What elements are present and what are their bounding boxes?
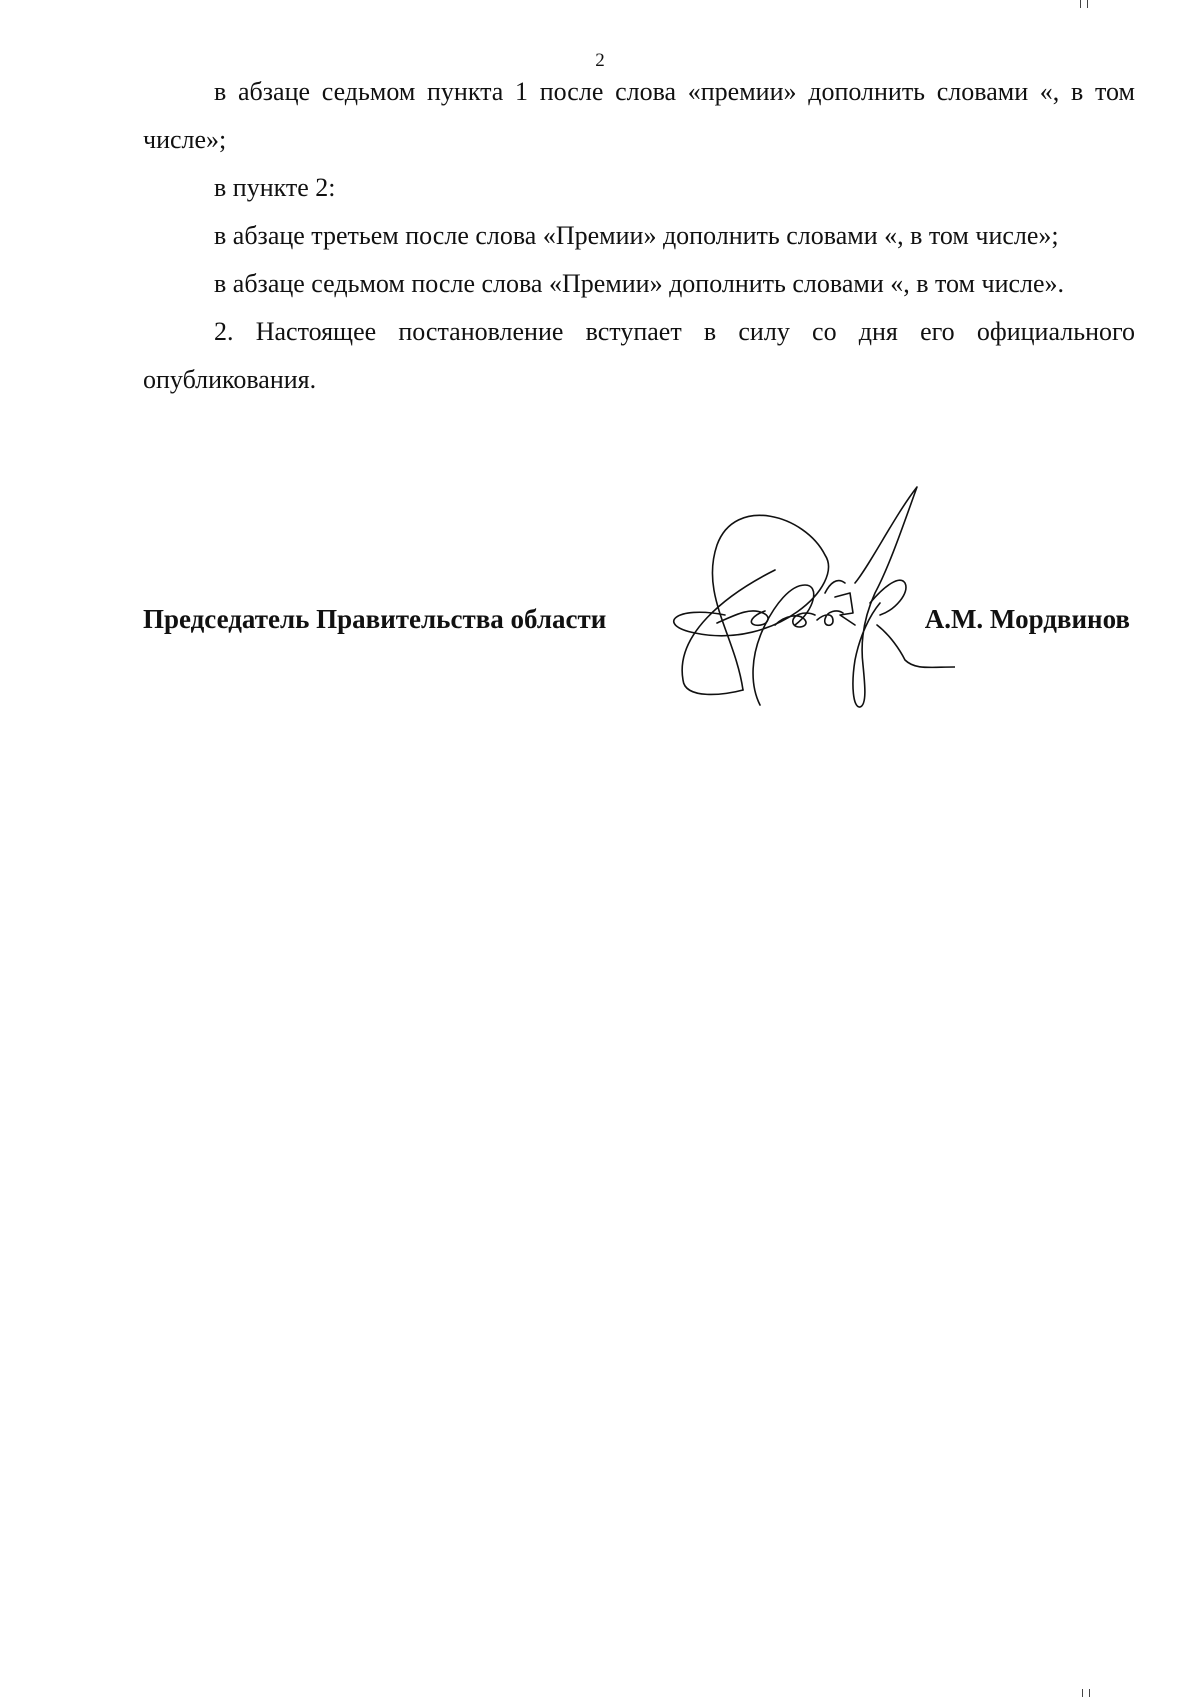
paragraph-1: в абзаце седьмом пункта 1 после слова «премии» дополнить словами «, в том числе»; [143, 77, 1135, 154]
signer-name: А.М. Мордвинов [924, 604, 1130, 634]
signer-position: Председатель Правительства области [143, 604, 607, 634]
signature-block [143, 595, 1135, 643]
handwritten-signature [655, 475, 955, 730]
document-body [143, 68, 1135, 404]
paragraph-2: в пункте 2: [214, 173, 336, 202]
scan-corner-mark [1082, 1689, 1090, 1697]
paragraph-5: 2. Настоящее постановление вступает в силу со дня его официального опубликования. [143, 317, 1135, 394]
paragraph-4: в абзаце седьмом после слова «Премии» дополнить словами «, в том числе». [214, 269, 1065, 298]
paragraph-3: в абзаце третьем после слова «Премии» дополнить словами «, в том числе»; [214, 221, 1059, 250]
scan-corner-mark [1080, 0, 1088, 8]
page-number: 2 [595, 50, 605, 71]
